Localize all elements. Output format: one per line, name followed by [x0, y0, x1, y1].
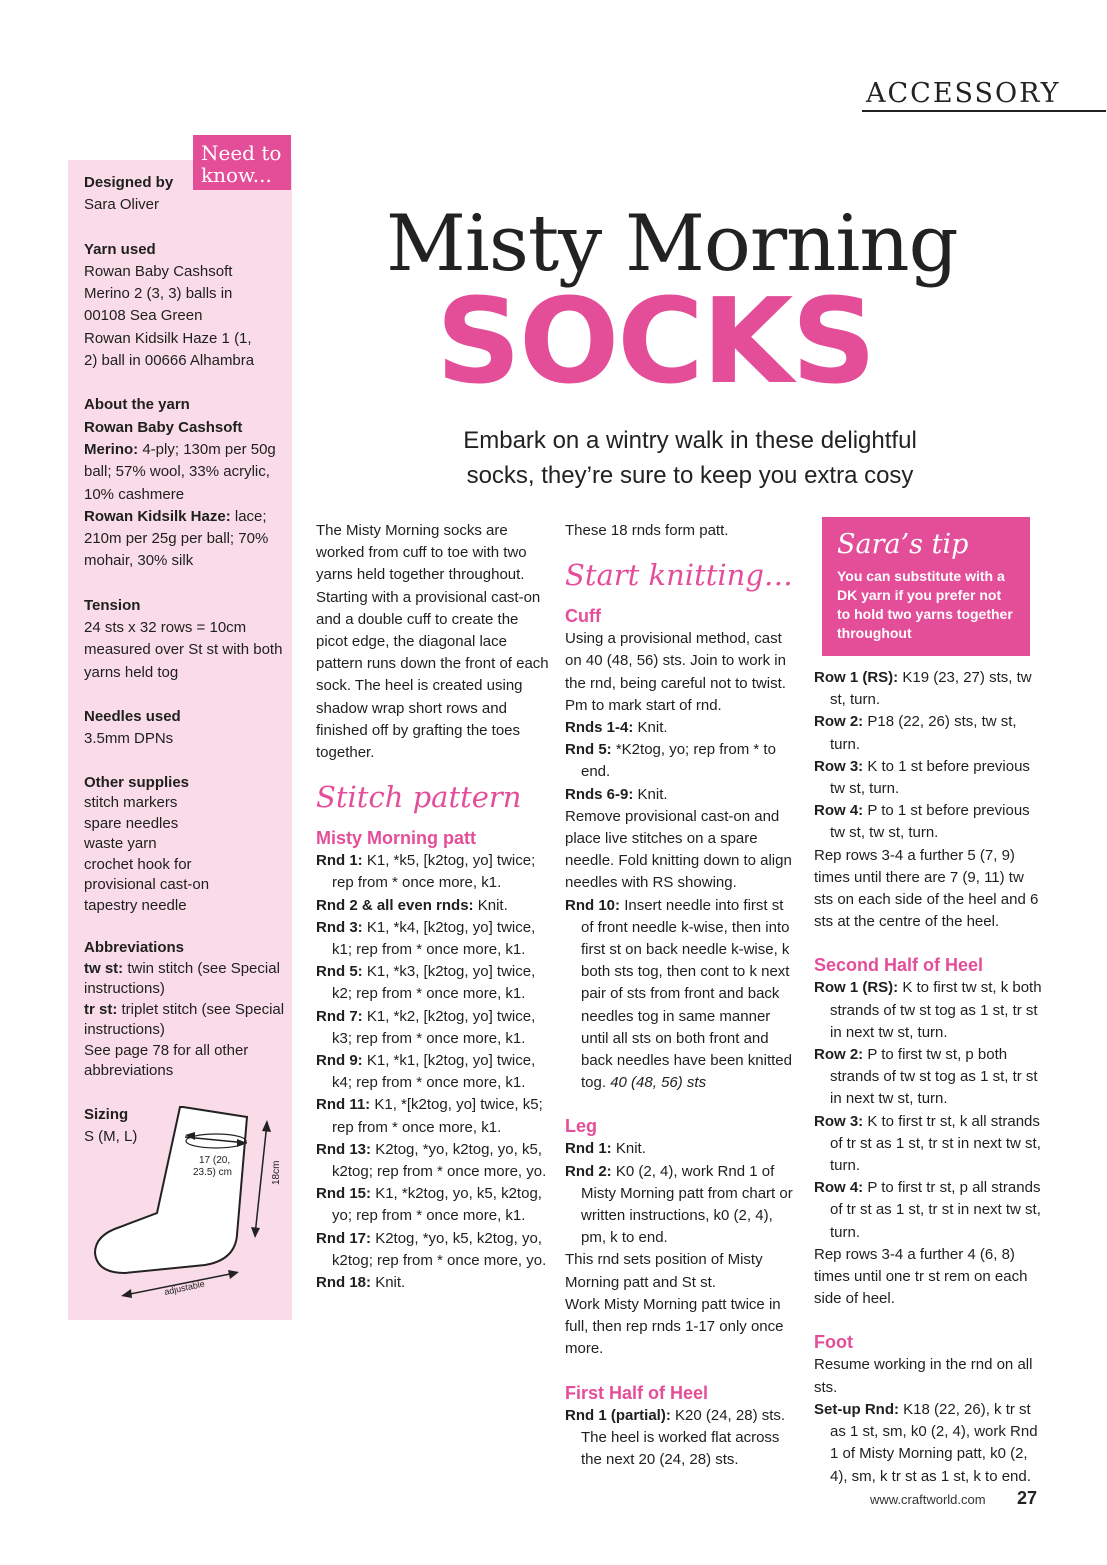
pattern-row	[814, 1111, 1046, 1178]
yarn1-desc: 4-ply; 130m per 50g ball; 57% wool, 33% acrylic, 10% cashmere	[84, 440, 276, 503]
length-label: adjustable	[163, 1278, 206, 1297]
row-label: Rnd 2:	[565, 1162, 612, 1180]
leg-note: Work Misty Morning patt twice in full, then rep rnds 1-17 only once more.	[565, 1295, 784, 1358]
abbreviations-heading: Abbreviations	[84, 939, 185, 957]
foot-intro: Resume working in the rnd on all sts.	[814, 1356, 1033, 1396]
row-text: K to first tw st, k both strands of tw st tog as 1 st, tr st in next tw st, turn.	[830, 979, 1042, 1041]
tension-block	[84, 595, 289, 684]
tension-heading: Tension	[84, 596, 141, 614]
pattern-row	[565, 784, 797, 806]
yarn2-desc: lace; 210m per 25g per ball; 70% mohair, 30% silk	[84, 507, 269, 570]
pattern-row	[565, 1138, 797, 1160]
pattern-row	[814, 1044, 1046, 1111]
yarn-used-line: 00108 Sea Green	[84, 307, 203, 325]
row-text: K2tog, *yo, k5, k2tog, yo, k2tog; rep from * once more, yo.	[332, 1229, 547, 1269]
row-label: Row 3:	[814, 1112, 864, 1130]
yarn-used-block	[84, 239, 289, 373]
needles-block	[84, 706, 289, 751]
pattern-row	[565, 1161, 797, 1250]
row-text: K20 (24, 28) sts. The heel is worked flat across the next 20 (24, 28) sts.	[581, 1406, 786, 1468]
sizing-heading: Sizing	[84, 1105, 129, 1123]
supply-item: crochet hook for	[84, 855, 192, 873]
repeat-note: Rep rows 3-4 a further 5 (7, 9) times until there are 7 (9, 11) tw sts on each side of the heel and 6 sts at the centre of the heel.	[814, 846, 1039, 931]
sizing-text: S (M, L)	[84, 1127, 138, 1145]
title-line-1: Misty Morning	[386, 199, 958, 289]
row-label: Rnd 15:	[316, 1185, 372, 1203]
row-text: K1, *k3, [k2tog, yo] twice, k2; rep from * once more, k1.	[332, 963, 536, 1003]
row-label: Row 2:	[814, 713, 864, 731]
row-label: Rnds 6-9:	[565, 785, 634, 803]
supply-item: waste yarn	[84, 835, 157, 853]
row-text: Insert needle into first st of front needle k-wise, then into first st on back needle k-wise, k both sts tog, then cont to k next pair of sts from front and back needles tog in same manner until all sts on both front and back needles have been knitted tog.	[581, 896, 792, 1092]
supplies-block	[84, 773, 289, 917]
circ-label: 17 (20,	[199, 1155, 231, 1166]
designer-name: Sara Oliver	[84, 196, 160, 214]
row-label: Rnd 7:	[316, 1007, 363, 1025]
tension-text: 24 sts x 32 rows = 10cm measured over St st with both yarns held tog	[84, 619, 283, 681]
row-label: Rnd 1 (partial):	[565, 1406, 671, 1424]
row-text: Knit.	[375, 1274, 406, 1292]
cuff-heading: Cuff	[565, 606, 601, 627]
designed-by-heading: Designed by	[84, 174, 174, 191]
section-rule	[862, 110, 1106, 112]
cuff-mid: Remove provisional cast-on and place live stitches on a spare needle. Fold knitting down to align needles with RS showing.	[565, 807, 792, 892]
row-text: Knit.	[637, 785, 668, 803]
row-text: Knit.	[477, 896, 508, 914]
first-half-heel-heading: First Half of Heel	[565, 1382, 709, 1403]
row-text: Knit.	[637, 719, 668, 737]
pattern-row	[814, 1177, 1046, 1244]
tip-title: Sara’s tip	[837, 529, 969, 560]
title-line-2: SOCKS	[436, 272, 875, 410]
row-label: Rnd 17:	[316, 1229, 372, 1247]
row-text: K1, *k4, [k2tog, yo] twice, k1; rep from * once more, k1.	[332, 918, 536, 959]
row-text: P18 (22, 26) sts, tw st, turn.	[830, 713, 1017, 753]
row-text: K to 1 st before previous tw st, turn.	[830, 757, 1030, 798]
row-label: Set-up Rnd:	[814, 1400, 899, 1418]
row-label: Rnd 2 & all even rnds:	[316, 896, 474, 914]
page-number: 27	[1017, 1488, 1038, 1508]
badge-line-2: know...	[201, 163, 272, 187]
row-label: Rnd 18:	[316, 1274, 372, 1292]
tr-st-label: tr st:	[84, 1000, 118, 1018]
column-3	[814, 667, 1046, 1488]
leg-heading: Leg	[565, 1116, 598, 1137]
row-label: Row 3:	[814, 757, 864, 775]
stitch-count: 40 (48, 56) sts	[610, 1074, 707, 1092]
row-label: Rnd 5:	[565, 741, 612, 759]
row-text: K1, *k2, [k2tog, yo] twice, k3; rep from * once more, k1.	[332, 1007, 536, 1047]
row-label: Rnd 1:	[316, 852, 363, 870]
column-1	[316, 520, 552, 1294]
tw-st-label: tw st:	[84, 959, 124, 977]
row-label: Rnds 1-4:	[565, 719, 634, 737]
row-label: Row 2:	[814, 1046, 864, 1064]
row-label: Rnd 10:	[565, 896, 621, 914]
tw-st-text: twin stitch (see Special instructions)	[84, 959, 280, 998]
yarn-used-line: Merino 2 (3, 3) balls in	[84, 285, 233, 303]
pattern-row	[565, 895, 797, 1095]
supply-item: spare needles	[84, 814, 179, 832]
row-text: K to first tr st, k all strands of tr st as 1 st, tr st in next tw st, turn.	[830, 1112, 1041, 1175]
start-knitting-heading: Start knitting…	[565, 558, 793, 593]
yarn2-label: Rowan Kidsilk Haze:	[84, 507, 231, 525]
row-text: P to 1 st before previous tw st, tw st, turn.	[830, 802, 1030, 842]
abbreviations-note: See page 78 for all other abbreviations	[84, 1041, 249, 1080]
pattern-row	[814, 800, 1046, 844]
row-text: P to first tw st, p both strands of tw st tog as 1 st, tr st in next tw st, turn.	[830, 1046, 1038, 1108]
yarn-used-line: Rowan Kidsilk Haze 1 (1,	[84, 329, 252, 347]
pattern-row	[565, 717, 797, 739]
patt-note: These 18 rnds form patt.	[565, 522, 729, 539]
standfirst	[330, 423, 1050, 493]
standfirst-line: socks, they’re sure to keep you extra cosy	[466, 462, 914, 489]
supply-item: stitch markers	[84, 794, 178, 812]
cuff-intro: Using a provisional method, cast on 40 (48, 56) sts. Join to work in the rnd, being careful not to twist. Pm to mark start of rnd.	[565, 630, 786, 714]
row-label: Rnd 1:	[565, 1140, 612, 1158]
tip-body: You can substitute with a DK yarn if you prefer not to hold two yarns together throughout	[837, 568, 1013, 641]
circ-label-2: 23.5) cm	[193, 1167, 232, 1178]
pattern-row	[316, 961, 552, 1005]
row-text: K1, *k2tog, yo, k5, k2tog, yo; rep from * once more, k1.	[332, 1185, 542, 1225]
row-text: K1, *[k2tog, yo] twice, k5; rep from * once more, k1.	[332, 1096, 543, 1136]
pattern-row	[316, 895, 552, 917]
misty-patt-heading: Misty Morning patt	[316, 828, 476, 849]
yarn1-name: Rowan Baby Cashsoft	[84, 418, 243, 436]
supply-item: provisional cast-on	[84, 876, 210, 894]
repeat-note: Rep rows 3-4 a further 4 (6, 8) times until one tr st rem on each side of heel.	[814, 1245, 1028, 1308]
pattern-row	[565, 739, 797, 783]
height-label: 18cm	[271, 1160, 282, 1185]
row-label: Row 1 (RS):	[814, 979, 899, 997]
pattern-row	[316, 850, 552, 894]
abbreviations-block	[84, 938, 289, 1082]
pattern-row	[316, 1139, 552, 1183]
row-label: Row 4:	[814, 1179, 864, 1197]
tr-st-text: triplet stitch (see Special instructions)	[84, 1000, 285, 1039]
pattern-row	[814, 667, 1046, 711]
yarn-used-heading: Yarn used	[84, 240, 156, 258]
pattern-row	[316, 1050, 552, 1094]
pattern-row	[316, 1228, 552, 1272]
row-text: K18 (22, 26), k tr st as 1 st, sm, k0 (2, 4), work Rnd 1 of Misty Morning patt, k0 (2, 4), sm, k tr st as 1 st, k to end.	[830, 1400, 1038, 1485]
row-label: Rnd 11:	[316, 1096, 371, 1114]
row-label: Rnd 3:	[316, 918, 363, 936]
yarn-used-line: 2) ball in 00666 Alhambra	[84, 352, 255, 370]
row-text: K19 (23, 27) sts, tw st, turn.	[830, 669, 1032, 709]
badge-line-1: Need to	[201, 141, 282, 165]
yarn-used-line: Rowan Baby Cashsoft	[84, 262, 233, 280]
pattern-row	[316, 1183, 552, 1227]
pattern-row	[814, 756, 1046, 800]
pattern-row	[814, 711, 1046, 755]
footer-url[interactable]: www.craftworld.com	[870, 1492, 986, 1507]
yarn1-label: Merino:	[84, 440, 139, 458]
needles-text: 3.5mm DPNs	[84, 730, 174, 748]
section-tag: ACCESSORY	[866, 78, 1061, 109]
pattern-row	[316, 917, 552, 961]
row-text: *K2tog, yo; rep from * to end.	[581, 741, 776, 781]
row-label: Rnd 9:	[316, 1052, 363, 1070]
designed-by-block	[84, 172, 289, 217]
foot-heading: Foot	[814, 1332, 853, 1353]
pattern-row	[814, 1399, 1046, 1488]
stitch-pattern-heading: Stitch pattern	[316, 780, 522, 815]
pattern-row	[814, 977, 1046, 1044]
row-text: K0 (2, 4), work Rnd 1 of Misty Morning patt from chart or written instructions, k0 (2, 4), pm, k to end.	[581, 1162, 793, 1247]
pattern-row	[316, 1272, 552, 1294]
pattern-row	[565, 1405, 797, 1472]
row-text: Knit.	[615, 1140, 646, 1158]
standfirst-line: Embark on a wintry walk in these delightful	[463, 427, 917, 454]
supplies-heading: Other supplies	[84, 773, 190, 791]
column-2	[565, 520, 797, 1471]
second-half-heel-heading: Second Half of Heel	[814, 955, 984, 976]
row-text: K1, *k1, [k2tog, yo] twice, k4; rep from * once more, k1.	[332, 1052, 536, 1092]
sidebar-content	[84, 172, 289, 1170]
row-label: Row 4:	[814, 802, 864, 820]
row-label: Rnd 5:	[316, 963, 363, 981]
sock-size-diagram	[85, 1095, 285, 1310]
saras-tip-box	[822, 517, 1030, 656]
row-text: K1, *k5, [k2tog, yo] twice; rep from * once more, k1.	[332, 852, 536, 892]
about-yarn-block	[84, 394, 289, 572]
about-yarn-heading: About the yarn	[84, 396, 190, 414]
pattern-row	[316, 1006, 552, 1050]
needles-heading: Needles used	[84, 707, 181, 725]
row-text: P to first tr st, p all strands of tr st as 1 st, tr st in next tw st, turn.	[830, 1179, 1041, 1241]
supply-item: tapestry needle	[84, 896, 187, 914]
row-label: Row 1 (RS):	[814, 669, 899, 686]
row-text: K2tog, *yo, k2tog, yo, k5, k2tog; rep from * once more, yo.	[332, 1140, 547, 1181]
row-label: Rnd 13:	[316, 1140, 372, 1158]
intro-paragraph: The Misty Morning socks are worked from cuff to toe with two yarns held together throughout. Starting with a provisional cast-on and a double cuff to create the picot edge, the diagonal lace pattern runs down the front of each sock. The heel is created using shadow wrap short rows and finished off by grafting the toes together.	[316, 522, 549, 762]
pattern-row	[316, 1094, 552, 1138]
leg-note: This rnd sets position of Misty Morning patt and St st.	[565, 1251, 763, 1291]
